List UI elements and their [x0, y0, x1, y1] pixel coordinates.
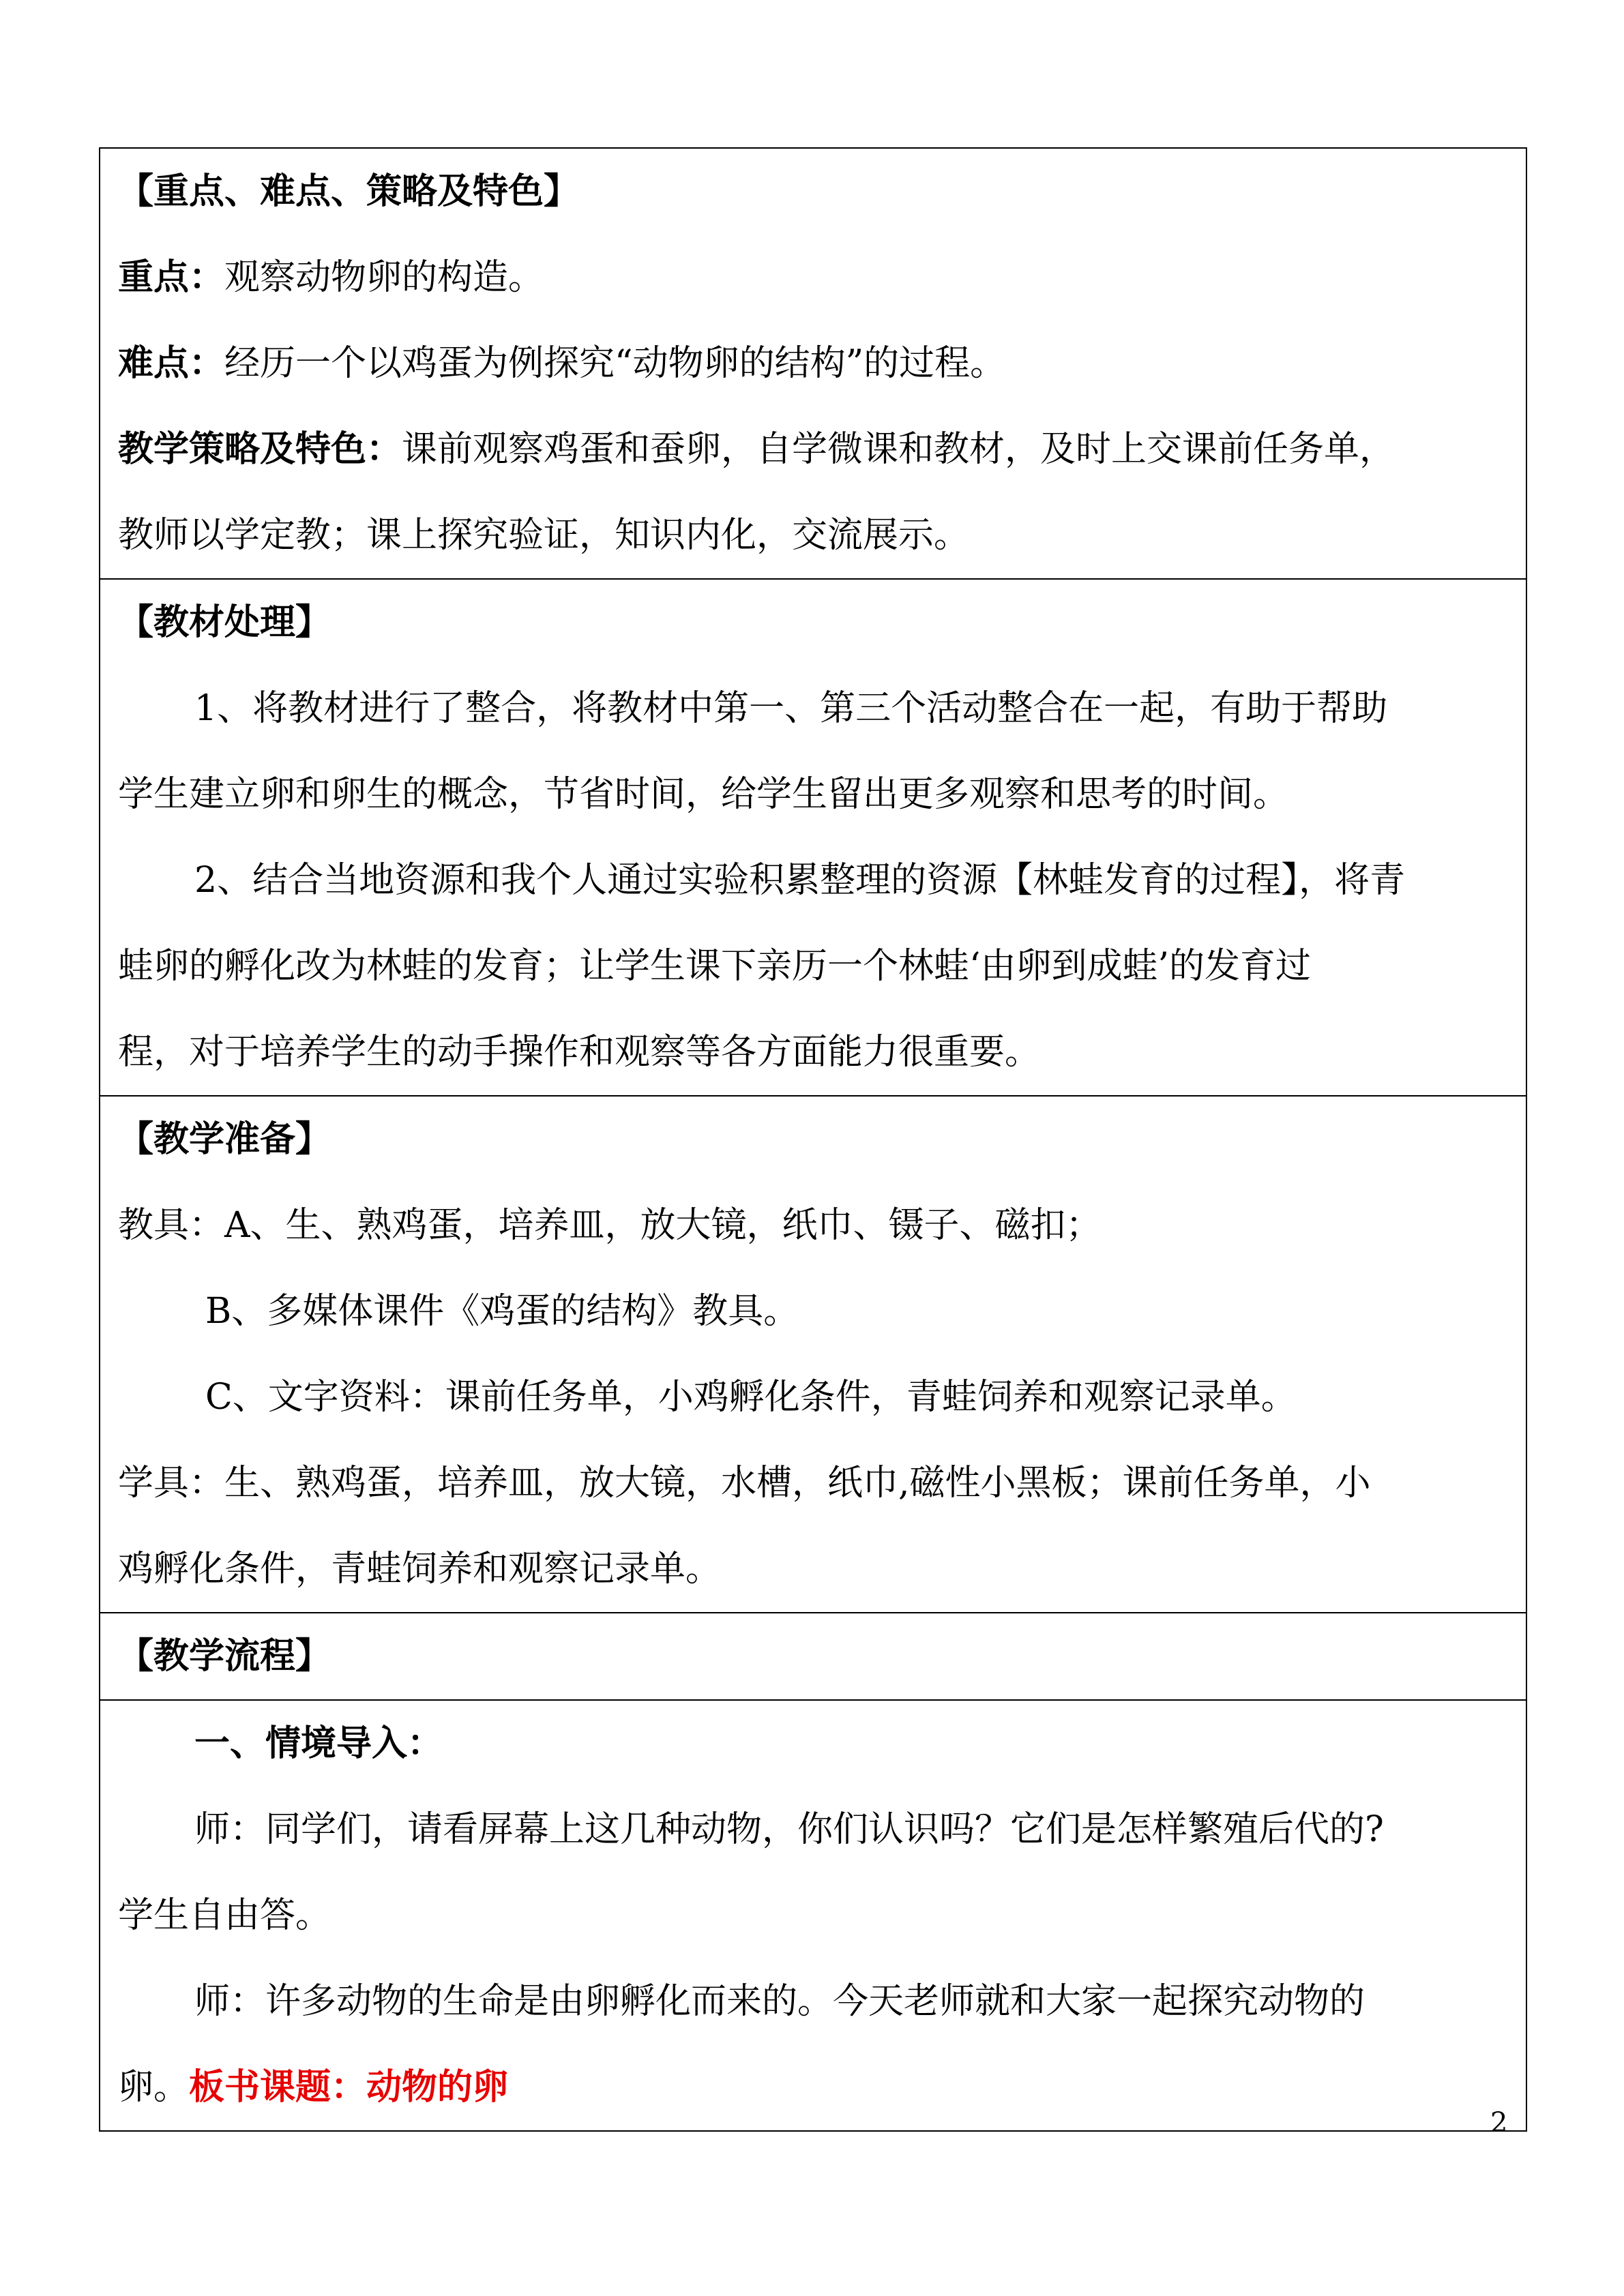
difficulty-line	[118, 320, 1508, 406]
materials-p1-line2: 学生建立卵和卵生的概念，节省时间，给学生留出更多观察和思考的时间。	[118, 774, 1289, 815]
intro-t1-line1: 师：同学们，请看屏幕上这几种动物，你们认识吗？它们是怎样繁殖后代的?	[194, 1809, 1384, 1850]
board-title-note: 板书课题：动物的卵	[189, 2066, 509, 2108]
focus-text: 观察动物卵的构造。	[224, 257, 544, 298]
materials-p2-line1: 2、结合当地资源和我个人通过实验积累整理的资源【林蛙发育的过程】，将青	[194, 860, 1406, 901]
materials-heading: 【教材处理】	[118, 601, 331, 643]
process-heading: 【教学流程】	[118, 1635, 331, 1677]
student-tools-line2: 鸡孵化条件，青蛙饲养和观察记录单。	[118, 1549, 722, 1590]
page-number: 2	[1490, 2107, 1508, 2138]
preparation-heading: 【教学准备】	[118, 1118, 331, 1160]
materials-p1-line1: 1、将教材进行了整合，将教材中第一、第三个活动整合在一起，有助于帮助	[194, 688, 1388, 729]
difficulty-text: 经历一个以鸡蛋为例探究“动物卵的结构”的过程。	[224, 343, 1006, 384]
process-cell	[100, 1612, 1526, 1699]
lesson-plan-table	[99, 147, 1527, 2132]
intro-t2-plain: 卵。	[118, 2067, 190, 2108]
focus-line	[118, 235, 1508, 320]
materials-p2-line3: 程，对于培养学生的动手操作和观察等各方面能力很重要。	[118, 1032, 1041, 1073]
intro-cell	[100, 1699, 1526, 2130]
strategy-line-2: 教师以学定教；课上探究验证，知识内化，交流展示。	[118, 515, 970, 556]
strategy-label: 教学策略及特色：	[118, 428, 402, 470]
intro-t2-line1: 师：许多动物的生命是由卵孵化而来的。今天老师就和大家一起探究动物的	[194, 1981, 1365, 2022]
teacher-tools-c: C、文字资料：课前任务单，小鸡孵化条件，青蛙饲养和观察记录单。	[205, 1377, 1297, 1418]
preparation-cell	[100, 1095, 1526, 1612]
materials-p2-line2: 蛙卵的孵化改为林蛙的发育；让学生课下亲历一个林蛙‘由卵到成蛙’的发育过	[118, 946, 1312, 987]
focus-label: 重点：	[118, 256, 225, 298]
strategy-line-1	[118, 406, 1508, 492]
difficulty-label: 难点：	[118, 342, 225, 384]
materials-cell	[100, 578, 1526, 1095]
strategy-text-1: 课前观察鸡蛋和蚕卵，自学微课和教材，及时上交课前任务单，	[402, 429, 1396, 470]
key-points-cell	[100, 149, 1526, 578]
intro-t2-line2	[118, 2044, 1508, 2130]
key-points-heading: 【重点、难点、策略及特色】	[118, 170, 580, 212]
teacher-tools-b: B、多媒体课件《鸡蛋的结构》教具。	[205, 1291, 799, 1332]
intro-title: 一、情境导入：	[194, 1723, 443, 1764]
intro-t1-line2: 学生自由答。	[118, 1895, 331, 1936]
student-tools-line1: 学具：生、熟鸡蛋，培养皿，放大镜，水槽，纸巾,磁性小黑板；课前任务单，小	[118, 1463, 1371, 1504]
teacher-tools-line: 教具：A、生、熟鸡蛋，培养皿，放大镜，纸巾、镊子、磁扣；	[118, 1205, 1102, 1246]
